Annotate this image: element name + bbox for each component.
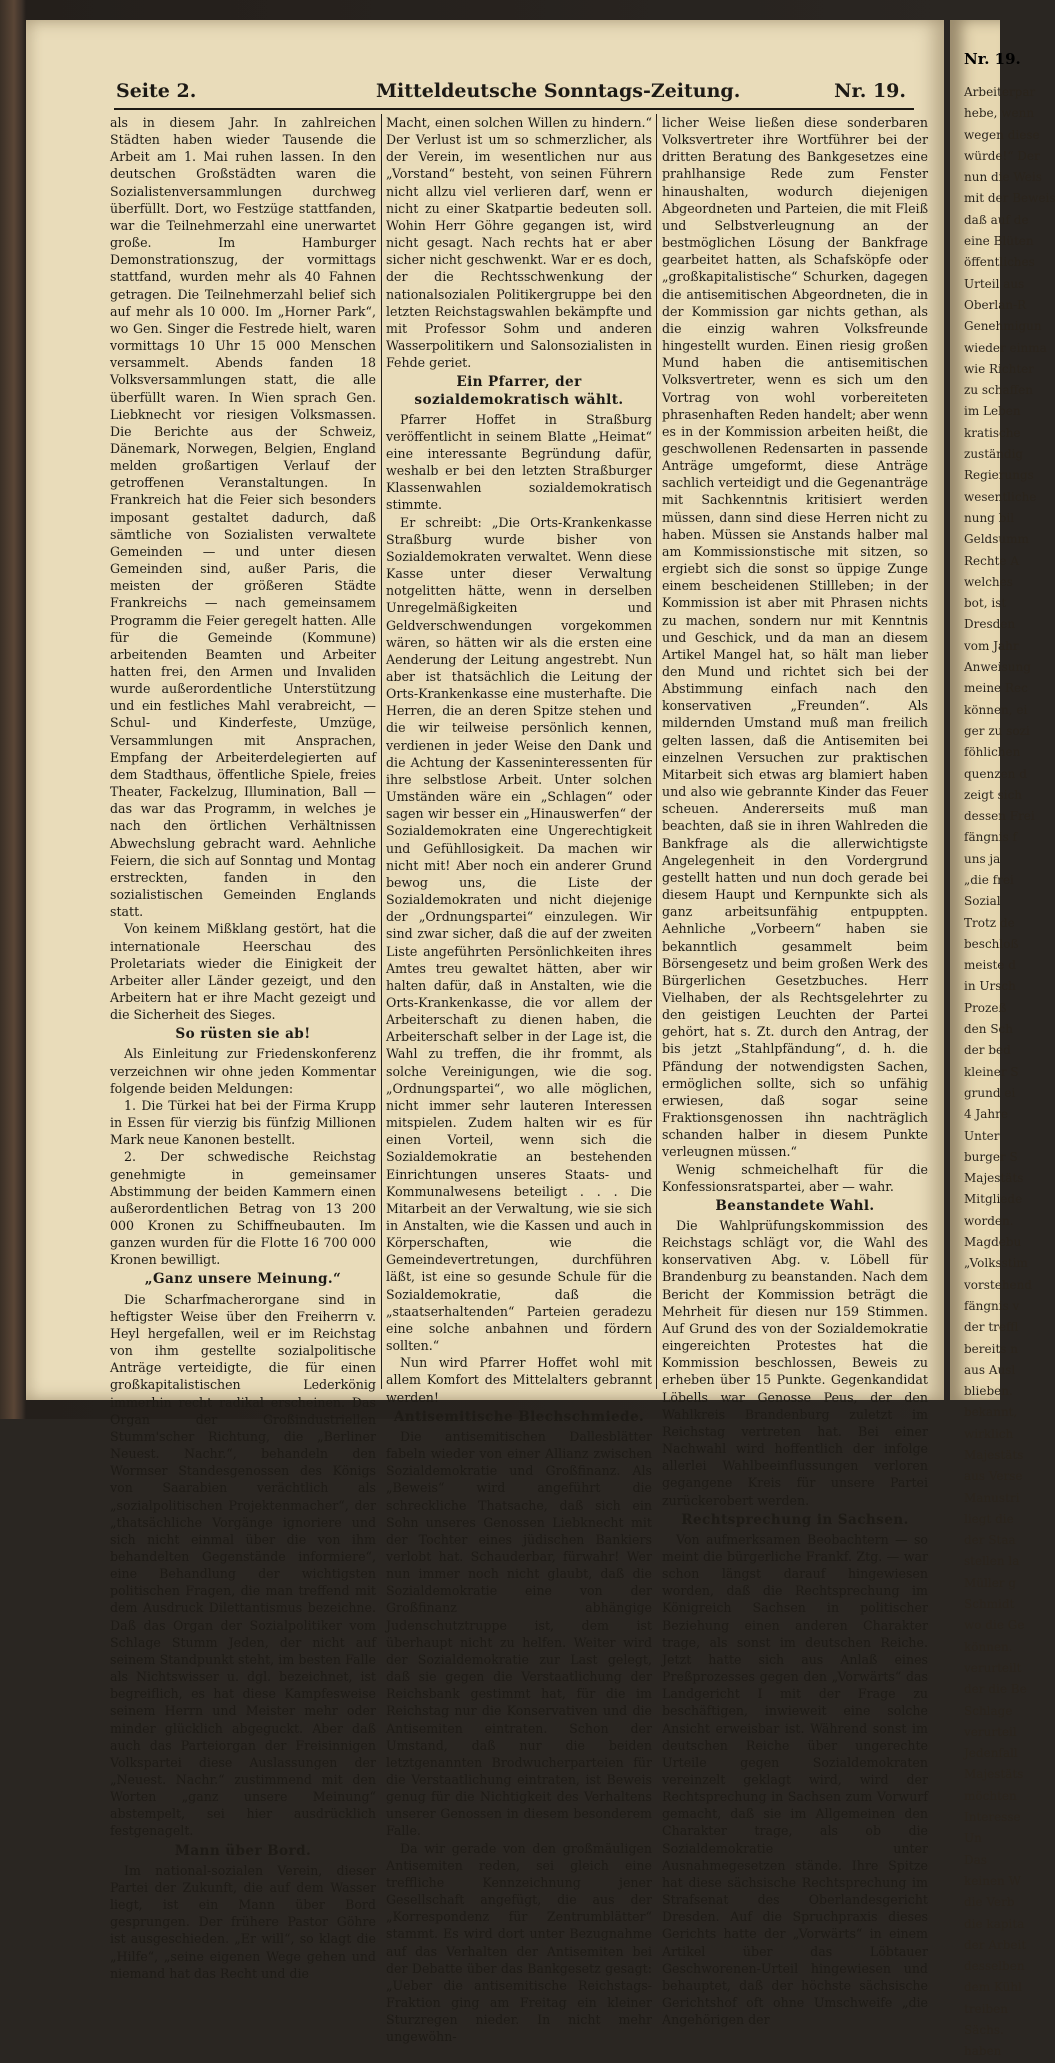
adjacent-page-line: im Leben [964,404,1021,419]
adjacent-page-line: Rechte A [964,553,1019,568]
article-paragraph: Nun wird Pfarrer Hoffet wohl mit allem Komfort des Mittelalters gebrannt werden! [386,1355,652,1405]
article-paragraph: Von keinem Mißklang gestört, hat die internationale Heerschau des Proletariats wieder die Einigkeit der Arbeiter aller Länder gezeigt, und den Arbeitern hat er ihre Macht gezeigt und die Sicherheit des Sieges. [110,921,376,1023]
adjacent-page-line: föhlichen [964,745,1021,760]
adjacent-page-line: grund ei [964,1085,1016,1100]
adjacent-page-line: die kapita [964,1916,1025,1931]
article-paragraph: Von aufmerksamen Beobachtern — so meint die bürgerliche Frankf. Ztg. — war schon längst darauf hingewiesen worden, daß die Rechtsprechung im Königreich Sachsen in politischer Beziehung einen anderen Charakter trage, als sonst im deutschen Reiche. Jetzt hatte sich aus Anlaß eines Preßprozesses gegen den „Vorwärts“ das Landgericht I mit der Frage zu beschäftigen, inwieweit eine solche Ansicht erweisbar ist. Während sonst im deutschen Reiche über ungerechte Urteile gegen Sozialdemokraten vereinzelt geklagt wird, wird der Rechtsprechung in Sachsen zum Vorwurf gemacht, daß sie im Allgemeinen den Charakter trage, als ob die Sozialdemokratie unter Ausnahmegesetzen stände. Ihre Spitze hat diese sächsische Rechtsprechung im Strafsenat des Oberlandesgericht Dresden. Auf die Spruchpraxis dieses Gerichts hatte der „Vorwärts“ in einem Artikel über das Löbtauer Geschworenen-Urteil hingewiesen und behauptet, daß der höchste sächsische Gerichtshof oft ohne Umschweife „die Angehörigen der [662,1531,928,2028]
article-paragraph: als in diesem Jahr. In zahlreichen Städten haben wieder Tausende die Arbeit am 1. Mai ruhen lassen. In den deutschen Großstädten waren die Sozialistenversammlungen durchweg überfüllt. Dort, wo Festzüge stattfanden, war die Teilnehmerzahl eine unerwartet große. Im Hamburger Demonstrationszug, der vormittags stattfand, wurden mehr als 40 Fahnen getragen. Die Teilnehmerzahl belief sich auf mehr als 10 000. Im „Horner Park“, wo Gen. Singer die Festrede hielt, waren vormittags 10 Uhr 15 000 Menschen versammelt. Abends fanden 18 Volksversammlungen statt, die alle überfüllt waren. In Wien sprach Gen. Liebknecht vor riesigen Volksmassen. Die Berichte aus der Schweiz, Dänemark, Norwegen, Belgien, England melden großartigen Verlauf der getroffenen Veranstaltungen. In Frankreich hat die Feier sich besonders imposant gestaltet dadurch, daß sämtliche von Sozialisten verwaltete Gemeinden — und unter diesen Gemeinden sind, außer Paris, die meisten der größeren Städte Frankreichs — nach gemeinsamem Programm die Feier geregelt hatten. Alle für die Gemeinde (Kommune) arbeitenden Beamten und Arbeiter hatten frei, den Armen und Invaliden wurde außerordentliche Unterstützung und ein festliches Mahl verabreicht, — Schul- und Kinderfeste, Umzüge, Versammlungen mit Ansprachen, Empfang der Arbeiterdelegierten auf dem Stadthaus, öffentliche Spiele, freies Theater, Fackelzug, Illumination, Ball — das war das Programm, in welches je nach den örtlichen Verhältnissen Abwechslung gebracht ward. Aehnliche Feiern, die sich auf Sonntag und Montag erstreckten, fanden in den sozialistischen Gemeinden Englands statt. [110,115,376,920]
adjacent-page-line: nun die Weis [964,170,1042,185]
adjacent-page-line: Un [964,1831,982,1846]
adjacent-page-line: wie Richter [964,361,1035,376]
article-paragraph: Die antisemitischen Dallesblätter fabeln wieder von einer Allianz zwischen Sozialdemokratie und Großfinanz. Als „Beweis“ wird angeführt die schreckliche Thatsache, daß sich ein Sohn unseres Genossen Liebknecht mit der Tochter eines jüdischen Bankiers verlobt hat. Schauderbar, fürwahr! Wer nun immer noch nicht glaubt, daß die Sozialdemokratie eine von der Großfinanz abhängige Judenschutztruppe ist, dem ist überhaupt nicht zu helfen. Weiter wird der Sozialdemokratie zur Last gelegt, daß sie gegen die Verstaatlichung der Reichsbank gestimmt hat, für die im Reichstag nur die Konservativen und die Antisemiten eintraten. Schon der Umstand, daß nur die beiden letztgenannten Brodwucherparteien für die Verstaatlichung eintraten, ist Beweis genug für die Nichtigkeit des Verhaltens unserer Genossen in diesem besonderem Falle. [386,1428,652,1839]
adjacent-page-line: in Ursch [964,979,1016,994]
adjacent-page-line: worden. [964,1213,1014,1228]
article-heading: Rechtsprechung in Sachsen. [681,1511,909,1528]
adjacent-page-line: können. [964,1639,1013,1654]
adjacent-page-line: Anweisung [964,660,1031,675]
adjacent-page-line: stellen la [964,1554,1020,1569]
article-heading: So rüsten sie ab! [175,1026,311,1043]
adjacent-page-line: wirklich [964,1426,1014,1441]
adjacent-page-line: Arbeiterpar [964,85,1036,99]
page-header [26,72,944,112]
newspaper-page [26,20,944,2045]
column-rule [381,114,382,1389]
adjacent-page-line: Geldsumm [964,532,1029,547]
adjacent-page-line: Oberlan-R [964,297,1027,312]
article-paragraph: Die Scharfmacherorgane sind in heftigster Weise über den Freiherrn v. Heyl hergefallen, weil er im Reichstag von ihm gestellte sozialpolitische Anträge verteidigte, die für einen großkapitalistischen Lederkönig immerhin recht radikal erscheinen. Das Organ der Großindustriellen Stumm'scher Richtung, die „Berliner Neuest. Nachr.“, behandeln den Wormser Standesgenossen des Königs von Saarabien verächtlich als „sozialpolitischen Projektenmacher“, der „thatsächliche Vorgänge ignoriere und sich nicht einmal über die von ihm behandelten Gegenstände informiere“, eine Behandlung der wichtigsten politischen Fragen, die man treffend mit dem Ausdruck Dilettantismus bezeichne. Daß das Organ der Sozialpolitiker vom Schlage Stumm Jeden, der nicht auf seinem Standpunkt steht, im besten Falle als Nichtswisser u. dgl. bezeichnet, ist begreiflich, es hat diese Kampfesweise seinem Herrn und Meister mehr oder minder glücklich abgeguckt. Aber daß auch das Parteiorgan der Freisinnigen Volkspartei diese Auslassungen der „Neuest. Nachr.“ zustimmend mit den Worten „ganz unsere Meinung“ abstempelt, sei hier ausdrücklich festgenagelt. [110,1291,376,1839]
adjacent-page-line: der Staa [964,1533,1016,1548]
newspaper-title: Mitteldeutsche Sonntags-Zeitung. [376,80,741,102]
adjacent-page-line: zuständig [964,447,1024,462]
adjacent-page-line: Schmidt [964,1597,1015,1612]
adjacent-page-line: bekannt, [964,1405,1018,1420]
adjacent-page-line: beschloß [964,936,1019,951]
adjacent-page-line: Dresden [964,617,1016,632]
adjacent-page-line: Schlage [964,1703,1013,1718]
adjacent-page-line: dessen Frei [964,809,1035,824]
header-rule [114,108,914,110]
adjacent-page-line: eine Blüten [964,234,1034,249]
article-heading: Ein Pfarrer, der sozialdemokratisch wählt. [414,374,624,408]
adjacent-page-line: Trotz de [964,915,1015,930]
page-number-label: Seite 2. [116,80,197,102]
adjacent-page-text [950,20,1055,2063]
adjacent-page-line: liegt die [964,1511,1014,1526]
adjacent-page-line: der bed [964,1043,1011,1058]
adjacent-page-line: daß auf de [964,212,1029,227]
adjacent-page-line: quenzen d [964,766,1027,781]
article-paragraph: licher Weise ließen diese sonderbaren Volksvertreter ihre Wortführer bei der dritten Beratung des Bankgesetzes eine prahlhansige Rede zum Fenster hinaushalten, wodurch diejenigen Abgeordneten und Parteien, die mit Fleiß und Selbstverleugnung an der bestmöglichen Lösung der Bankfrage gearbeitet hatten, als Schafsköpfe oder „großkapitalistische“ Schurken, dagegen die antisemitischen Abgeordneten, die in der Kommission gar nichts gethan, als die einzig wahren Volksfreunde hingestellt wurden. Einen riesig großen Mund haben die antisemitischen Volksvertreter, wenn es sich um den Vortrag von wohl vorbereiteten phrasenhaften Reden handelt; aber wenn es in der Kommission arbeiten heißt, die geschwollenen Redensarten in passende Anträge umgeformt, diese Anträge sachlich verteidigt und die Gegenanträge mit Sachkenntnis kritisiert werden müssen, dann sind diese Herren nicht zu haben. Müssen sie Anstands halber mal am Kommissionstische mit sitzen, so ergiebt sich die sonst so üppige Zunge einem bescheidenen Stillleben; in der Kommission ist aber mit Phrasen nichts zu machen, sondern nur mit Kenntnis und Geschick, und da man an diesem Artikel Mangel hat, so hält man lieber den Mund und richtet sich bei der Abstimmung einfach nach den konservativen „Freunden“. Als mildernden Umstand muß man freilich gelten lassen, daß die Antisemiten bei einzelnen Versuchen zur praktischen Mitarbeit sich etwas arg blamiert haben und also wie gebrannte Kinder das Feuer scheuen. Andererseits muß man beachten, daß sie in ihren Wahlreden die Bankfrage als die allerwichtigste Angelegenheit in den Vordergrund gestellt hatten und nun doch gerade bei diesem Haupt und Kernpunkte sich als ganz arbeitsunfähig entpuppten. Aehnliche „Vorbeern“ haben sie bekanntlich gesammelt beim Börsengesetz und beim großen Werk des Bürgerlichen Gesetzbuches. Herr Vielhaben, der als Rechtsgelehrter zu den geistigen Leuchten der Partei gehört, hat s. Zt. durch den Antrag, der bis jetzt „Stahlpfändung“, d. h. die Pfändung der notwendigsten Sachen, ermöglichen sollte, sich so unfähig erwiesen, daß sogar seine Fraktionsgenossen ihn nachträglich schanden halber in diesem Punkte verleugnen müssen.“ [662,115,928,1160]
adjacent-page-line: aus Verse [964,1469,1023,1484]
adjacent-page-line: mit der Beweis [964,191,1055,206]
adjacent-page-line: „die frei [964,872,1014,887]
adjacent-page-line: welches [964,574,1013,589]
adjacent-page-line: öffentliches [964,255,1035,270]
adjacent-page-line: Interesse [964,1810,1021,1825]
adjacent-page-line: Jedenfall [964,1746,1018,1761]
adjacent-page-line: Manustri [964,1490,1020,1505]
adjacent-page-line: blieben. [964,1384,1013,1399]
adjacent-page-line: wo die Ge [964,1618,1025,1633]
article-heading: Mann über Bord. [174,1842,312,1859]
adjacent-page-line: keinen W [964,1873,1021,1888]
adjacent-page-line: Regierungs [964,468,1034,483]
adjacent-page-line: verurteil [964,1724,1017,1739]
adjacent-page-line: zeigt sich [964,787,1023,802]
adjacent-page-edge [950,20,1055,2059]
adjacent-page-line: möchten [964,1788,1017,1803]
adjacent-page-line: bot, ist [964,596,1007,611]
adjacent-page-line: Majestäts [964,1171,1024,1186]
adjacent-page-line: fängnis f [964,830,1017,845]
adjacent-page-line: meine Rec [964,681,1028,696]
adjacent-page-line: Sächs. [964,2023,1004,2038]
article-paragraph: Macht, einen solchen Willen zu hindern.“ Der Verlust ist um so schmerzlicher, als der Verein, im wesentlichen nur aus „Vorstand“ besteht, von seinen Führern nicht allzu viel verlieren darf, wenn er nicht zu einer Skatpartie bedeuten soll. Wohin Herr Göhre gegangen ist, wird nicht gesagt. Nach rechts hat er aber sicher nicht geschwenkt. War er es doch, der die Rechtsschwenkung der nationalsozialen Politikergruppe bei den letzten Reichstagswahlen bekämpfte und mit Professor Sohm und anderen Wasserpolitikern und Salonsozialisten in Fehde geriet. [386,115,652,371]
article-paragraph: Im national-sozialen Verein, dieser Partei der Zukunft, die auf dem Wasser liegt, ist ein Mann über Bord gesprungen. Der frühere Pastor Göhre ist ausgeschieden. „Er will“, so klagt die „Hilfe“, „seine eigenen Wege gehen und niemand hat das Recht und die [110,1862,376,1981]
adjacent-page-line: Magdebu [964,1235,1022,1250]
adjacent-page-line: Urteil aus [964,276,1025,291]
article-paragraph: Pfarrer Hoffet in Straßburg veröffentlicht in seinem Blatte „Heimat“ eine interessante Begründung dafür, weshalb er bei den letzten Straßburger Klassenwahlen sozialdemokratisch stimmte. [386,411,652,513]
adjacent-page-line: Sozial [964,894,1001,909]
article-paragraph: Als Einleitung zur Friedenskonferenz verzeichnen wir ohne jeden Kommentar folgende beiden Meldungen: [110,1046,376,1096]
adjacent-page-line: burger S [964,1149,1018,1164]
text-column-3 [662,114,928,2028]
article-heading: Antisemitische Blechschmiede. [393,1408,645,1425]
adjacent-page-line: können, ei [964,702,1028,717]
adjacent-page-line: vorstehend [964,1277,1033,1292]
adjacent-page-line: den Sch [964,1022,1013,1037]
adjacent-page-line: wesentliche [964,489,1037,504]
issue-number: Nr. 19. [834,80,906,102]
adjacent-page-line: der treffl [964,1320,1019,1335]
adjacent-page-line: uns ja [964,851,1001,866]
adjacent-page-line: vom Jahr [964,638,1019,653]
text-column-1 [110,114,376,1981]
column-rule [656,114,657,1389]
adjacent-page-line: Prozeß [964,1000,1007,1015]
adjacent-page-line: haben [964,2044,1002,2059]
adjacent-page-line: wegen diese [964,127,1040,142]
adjacent-page-line: bereits n [964,1341,1018,1356]
adjacent-page-line: Mitgliede [964,1192,1023,1207]
adjacent-page-line: aus Ausl [964,1362,1016,1377]
adjacent-page-line: wieder einma [964,340,1047,355]
adjacent-page-line: zu schaffen [964,383,1033,398]
adjacent-page-line: ger zu sozi [964,723,1030,738]
adjacent-page-line: Unter [964,1128,1000,1143]
text-column-2 [386,114,652,2045]
adjacent-page-line: kratische [964,425,1021,440]
adjacent-page-line: desselben [964,1959,1025,1974]
article-paragraph: Die Wahlprüfungskommission des Reichstags schlägt vor, die Wahl des konservativen Abg. v. Löbell für Brandenburg zu beanstanden. Nach dem Bericht der Kommission beträgt die Mehrheit für diesen nur 159 Stimmen. Auf Grund des von der Sozialdemokratie eingereichten Protestes hat die Kommission beschlossen, Beweis zu erheben über 15 Punkte. Gegenkandidat Löbells war Genosse Peus, der den Wahlkreis Brandenburg zuletzt im Reichstag vertreten hat. Bei einer Nachwahl wird hoffentlich der infolge allerlei Wahlbeeinflussungen verloren gegangene Kreis für unsere Partei zurückerobert werden. [662,1218,928,1508]
adjacent-page-line: nung bil [964,510,1015,525]
article-paragraph: 2. Der schwedische Reichstag genehmigte in gemeinsamer Abstimmung der beiden Kammern einen außerordentlichen Betrag von 13 200 000 Kronen zu Schiffneubauten. Im ganzen wurden für die Flotte 16 700 000 Kronen bewilligt. [110,1149,376,1268]
article-paragraph: Da wir gerade von den großmäuligen Antisemiten reden, sei gleich eine treffliche Kennzeichnung jener Gesellschaft angefügt, die aus der „Korrespondenz für Zentrumblätter“ stammt. Es wird dort unter Bezugnahme auf das Verhalten der Antisemiten bei der Debatte über das Bankgesetz gesagt: „Ueber die antisemitische Reichstags-Fraktion ging am Freitag ein kleiner Sturzregen nieder. In nicht mehr ungewöhn- [386,1840,652,2045]
adjacent-page-line: fängnis v [964,1298,1020,1313]
adjacent-page-issue: Nr. 19. [964,50,1021,68]
adjacent-page-line: Das [964,1852,987,1867]
adjacent-page-line: dem Kühl [964,1980,1022,1995]
adjacent-page-line: Genehmigun [964,319,1042,334]
adjacent-page-line: treiben [964,2001,1009,2016]
adjacent-page-line: Majestäts [964,1767,1024,1782]
adjacent-page-line: meiste d [964,958,1016,973]
adjacent-page-line: der die Be [964,1682,1027,1697]
adjacent-page-line: die Verb [964,1895,1015,1910]
article-paragraph: 1. Die Türkei hat bei der Firma Krupp in Essen für vierzig bis fünfzig Millionen Mark neue Kanonen bestellt. [110,1097,376,1148]
article-paragraph: Er schreibt: „Die Orts-Krankenkasse Straßburg wurde bisher von Sozialdemokraten verwaltet. Wenn diese Kasse unter dieser Verwaltung notgelitten hätte, wenn in derselben Unregelmäßigkeiten und Geldverschwendungen vorgekommen wären, so hätten wir als die ersten eine Aenderung der Leitung angestrebt. Nun aber ist thatsächlich die Leitung der Orts-Krankenkasse eine musterhafte. Die Herren, die an deren Spitze stehen und die wir teilweise persönlich kennen, verdienen in jeder Weise den Dank und die Achtung der Kasseninteressenten für ihre selbstlose Arbeit. Unter solchen Umständen wäre ein „Schlagen“ oder sagen wir besser ein „Hinauswerfen“ der Sozialdemokraten eine Ungerechtigkeit und Gefühllosigkeit. Da machen wir nicht mit! Aber noch ein anderer Grund bewog uns, die Liste der Sozialdemokraten und nicht diejenige der „Ordnungspartei“ einzulegen. Wir sind zwar sicher, daß die auf der zweiten Liste angeführten Persönlichkeiten ihres Amtes treu gewaltet hätten, aber wir halten dafür, daß in Anstalten, wie die Orts-Krankenkasse, die vor allem der Arbeiterschaft zu dienen haben, die Arbeiterschaft selber in der Lage ist, die Wahl zu treffen, die ihr frommt, als solche Vereinigungen, wie die sog. „Ordnungspartei“, wo alle möglichen, nicht immer sehr lauteren Interessen mitspielen. Zudem halten wir es für einen Vorteil, wenn sich die Sozialdemokratie an bestehenden Einrichtungen unseres Staats- und Kommunalwesens beteiligt . . . Die Mitarbeit an der Verwaltung, wie sie sich in Anstalten, wie die Kassen und auch in Körperschaften, wie die Gemeindevertretungen, durchführen läßt, ist eine so gesunde Schule für die Sozialdemokratie, daß die „staatserhaltenden“ Parteien geradezu eine solche anbahnen und fördern sollten.“ [386,514,652,1354]
article-heading: Beanstandete Wahl. [715,1197,875,1214]
adjacent-page-line: Majestäts [964,1448,1024,1462]
article-paragraph: Wenig schmeichelhaft für die Konfessionsratspartei, aber — wahr. [662,1161,928,1194]
adjacent-page-line: 4 Jahre [964,1107,1008,1122]
adjacent-page-line: verurteilt [964,1660,1022,1675]
adjacent-page-line: kleiner S [964,1064,1019,1079]
adjacent-page-line: „Volksstim [964,1256,1028,1271]
adjacent-page-line: der Arbeit [964,1937,1027,1952]
adjacent-page-line: hebe, wenn [964,106,1035,121]
adjacent-page-line: würde!“ Der [964,148,1040,163]
article-heading: „Ganz unsere Meinung.“ [144,1271,342,1288]
adjacent-page-line: Müller g [964,1575,1017,1590]
